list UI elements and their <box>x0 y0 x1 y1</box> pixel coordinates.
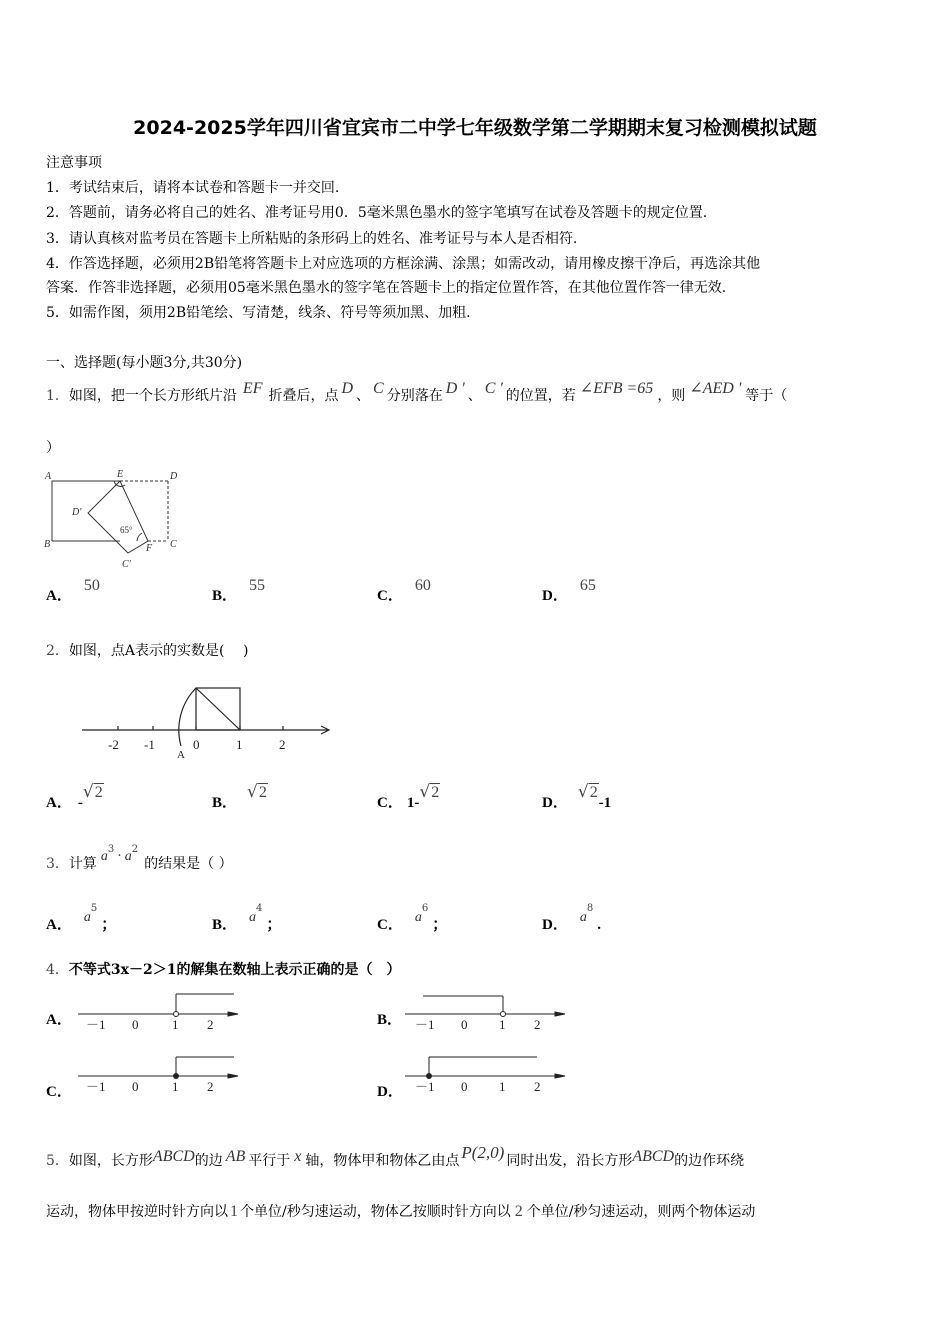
tick-label: 0 <box>132 1079 139 1094</box>
q5-text: 轴，物体甲和物体乙由点 <box>305 1153 460 1169</box>
question-2-line <box>46 640 248 660</box>
q5-text: 如图，长方形 <box>68 1153 153 1169</box>
q1-text: 、 <box>467 388 482 404</box>
q3-option-d[interactable] <box>542 903 601 934</box>
q1-text: 等于（ <box>745 388 788 404</box>
q5-math: P(2,0) <box>461 1143 505 1162</box>
q5-math: 1 <box>230 1203 238 1220</box>
q2-option-d[interactable] <box>542 782 612 812</box>
q5-math: AB <box>225 1148 246 1165</box>
note-item: 4．作答选择题，必须用2B铅笔将答题卡上对应选项的方框涂满、涂黑；如需改动，请用橡皮擦干净后，再选涂其他 <box>46 256 761 272</box>
option-end: ； <box>101 917 117 933</box>
q3-option-a[interactable] <box>46 903 117 934</box>
note-item: 1．考试结束后，请将本试卷和答题卡一并交回. <box>46 180 340 196</box>
option-base: a <box>249 910 257 925</box>
q1-text: 折叠后，点 <box>268 388 339 404</box>
q5-math: ABCD <box>632 1148 675 1165</box>
q5-math: x <box>294 1148 302 1165</box>
question-number: 5． <box>46 1153 69 1169</box>
tick-label: 1 <box>499 1017 506 1032</box>
angle-arc-f <box>137 533 142 541</box>
q4-option-c-number-line <box>76 1054 242 1096</box>
q2-option-c[interactable] <box>377 782 440 812</box>
tick-label: 2 <box>207 1017 214 1032</box>
option-label: A． <box>46 917 72 933</box>
q3-text: 的结果是（ ） <box>144 856 233 872</box>
q5-text: 的边作环绕 <box>674 1153 745 1169</box>
q2-option-b[interactable] <box>212 782 268 812</box>
q3-math: a <box>124 849 132 864</box>
tick-label: -1 <box>144 737 155 752</box>
q1-text: 、 <box>356 388 371 404</box>
option-label: C． <box>377 917 403 933</box>
option-exponent: 6 <box>421 903 429 915</box>
question-4-line <box>46 959 401 979</box>
sqrt-expression: √2 <box>82 782 103 802</box>
option-exponent: 8 <box>586 903 594 915</box>
angle-label: 65° <box>120 525 133 535</box>
option-label: A． <box>46 588 72 604</box>
question-1-line <box>46 380 788 405</box>
tick-label: 0 <box>193 737 200 752</box>
option-label: C． <box>377 588 403 604</box>
option-label: B． <box>212 917 238 933</box>
tick-label: 2 <box>534 1017 541 1032</box>
q3-option-c[interactable] <box>377 903 448 934</box>
question-3-line <box>46 844 233 873</box>
question-5-line-2 <box>46 1201 755 1221</box>
radicand: 2 <box>431 784 440 801</box>
sqrt-expression: √2 <box>247 782 267 802</box>
option-value: 60 <box>414 577 431 594</box>
q4-option-d-number-line <box>403 1054 569 1096</box>
label-e: E <box>117 469 124 480</box>
q4-option-a-number-line <box>76 992 242 1034</box>
folded-part <box>88 481 148 553</box>
option-prefix: 1- <box>406 795 420 811</box>
option-value: 55 <box>249 577 266 594</box>
rect-left-edges <box>52 481 120 541</box>
tick-label: －1 <box>86 1079 106 1094</box>
q5-text: 同时出发，沿长方形 <box>506 1153 633 1169</box>
square-diagonal <box>196 688 240 730</box>
option-end: ； <box>266 917 282 933</box>
q1-text: ，则 <box>657 388 686 404</box>
tick-label: －1 <box>415 1079 435 1094</box>
notes-heading: 注意事项 <box>46 155 102 171</box>
q1-math: C <box>373 380 384 397</box>
option-label: D． <box>542 795 568 811</box>
q1-math: D <box>341 380 354 397</box>
tick-label: 0 <box>461 1079 468 1094</box>
option-exponent: 5 <box>90 903 98 915</box>
question-number: 3． <box>46 856 69 872</box>
tick-label: 0 <box>461 1017 468 1032</box>
question-number: 2． <box>46 643 69 659</box>
q2-option-a[interactable] <box>46 782 104 812</box>
option-prefix: - <box>77 795 83 811</box>
option-label: D． <box>542 588 568 604</box>
option-label: D． <box>542 917 568 933</box>
option-suffix: -1 <box>598 795 612 811</box>
q1-option-b[interactable] <box>212 577 266 605</box>
q4-option-b-label[interactable]: B． <box>377 1012 403 1028</box>
q1-close-paren: ） <box>46 440 60 456</box>
tick-label: -2 <box>108 737 119 752</box>
q3-exponent: 2 <box>131 844 139 856</box>
section-heading: 一、选择题(每小题3分,共30分) <box>46 355 243 371</box>
q1-math: ∠EFB =65 <box>579 380 654 397</box>
option-end: ； <box>432 917 448 933</box>
label-c: C <box>170 539 177 550</box>
tick-label: 2 <box>534 1079 541 1094</box>
q5-text: 运动，物体甲按逆时针方向以 <box>46 1204 228 1220</box>
option-label: C． <box>377 795 403 811</box>
tick-label: 2 <box>207 1079 214 1094</box>
option-base: a <box>414 910 422 925</box>
tick-label: 0 <box>132 1017 139 1032</box>
q4-option-a-label[interactable]: A． <box>46 1012 72 1028</box>
q3-option-b[interactable] <box>212 903 282 934</box>
tick-label: －1 <box>86 1017 106 1032</box>
question-5-line-1 <box>46 1143 745 1170</box>
tick-label: 1 <box>172 1017 179 1032</box>
sqrt-expression: √2 <box>577 782 598 802</box>
sqrt-expression: √2 <box>419 782 440 802</box>
q1-option-a[interactable] <box>46 577 100 605</box>
q1-text: 分别落在 <box>386 388 443 404</box>
q3-exponent: 3 <box>107 844 115 856</box>
q5-text: 个单位/秒匀速运动，物体乙按顺时针方向以 <box>240 1204 511 1220</box>
q1-figure <box>40 463 190 573</box>
q5-text: 的边 <box>194 1153 223 1169</box>
option-base: a <box>83 910 91 925</box>
q5-math: 2 <box>514 1203 523 1220</box>
q4-option-d-label[interactable]: D． <box>377 1084 403 1100</box>
tick-label: －1 <box>415 1017 435 1032</box>
q1-text: 如图，把一个长方形纸片沿 <box>68 388 237 404</box>
note-item: 5．如需作图，须用2B铅笔绘、写清楚，线条、符号等须加黑、加粗. <box>46 305 471 321</box>
option-exponent: 4 <box>256 903 263 915</box>
radicand: 2 <box>258 784 267 801</box>
question-number: 1． <box>46 388 69 404</box>
note-item: 2．答题前，请务必将自己的姓名、准考证号用0．5毫米黑色墨水的签字笔填写在试卷及答题卡的规定位置. <box>46 205 708 221</box>
q4-text: 不等式3x－2＞1的解集在数轴上表示正确的是（ ） <box>68 962 401 978</box>
page-title: 2024-2025学年四川省宜宾市二中学七年级数学第二学期期末复习检测模拟试题 <box>133 117 817 139</box>
label-b: B <box>44 539 51 550</box>
q2-number-line-figure <box>78 678 340 764</box>
option-value: 65 <box>579 577 596 594</box>
label-f: F <box>146 543 153 554</box>
q5-text: 个单位/秒匀速运动，则两个物体运动 <box>526 1204 756 1220</box>
q1-math: EF <box>242 380 263 397</box>
tick-label: 2 <box>279 737 286 752</box>
option-label: B． <box>212 795 238 811</box>
point-a-label: A <box>177 749 185 761</box>
label-c-prime: C′ <box>122 559 131 570</box>
option-label: A． <box>46 795 72 811</box>
q1-text: 的位置，若 <box>505 388 576 404</box>
q4-option-c-label[interactable]: C． <box>46 1084 72 1100</box>
label-d: D <box>170 471 178 482</box>
q3-dot: · <box>117 848 122 864</box>
q1-math: D ' <box>445 380 465 397</box>
note-item: 答案．作答非选择题，必须用05毫米黑色墨水的签字笔在答题卡上的指定位置作答，在其他位置作答一律无效. <box>46 280 727 296</box>
note-item: 3．请认真核对监考员在答题卡上所粘贴的条形码上的姓名、准考证号与本人是否相符. <box>46 231 578 247</box>
radicand: 2 <box>589 784 598 801</box>
q4-option-b-number-line <box>403 992 569 1034</box>
option-label: B． <box>212 588 238 604</box>
q1-option-c[interactable] <box>377 577 431 605</box>
tick-label: 1 <box>236 737 243 752</box>
tick-label: 1 <box>499 1079 506 1094</box>
q1-math: ∠AED ' <box>689 380 742 397</box>
q1-math: C ' <box>484 380 503 397</box>
q2-text: 如图，点A表示的实数是( ) <box>68 643 249 659</box>
tick-label: 1 <box>172 1079 179 1094</box>
option-value: 50 <box>83 577 100 594</box>
q5-math: ABCD <box>152 1148 195 1165</box>
q3-math: a <box>100 849 108 864</box>
label-d-prime: D′ <box>72 507 82 518</box>
question-number: 4． <box>46 962 69 978</box>
radicand: 2 <box>94 784 103 801</box>
label-a: A <box>45 471 52 482</box>
q5-text: 平行于 <box>248 1153 291 1169</box>
q3-text: 计算 <box>68 856 97 872</box>
q1-option-d[interactable] <box>542 577 596 605</box>
option-end: . <box>597 917 601 933</box>
option-base: a <box>579 910 587 925</box>
